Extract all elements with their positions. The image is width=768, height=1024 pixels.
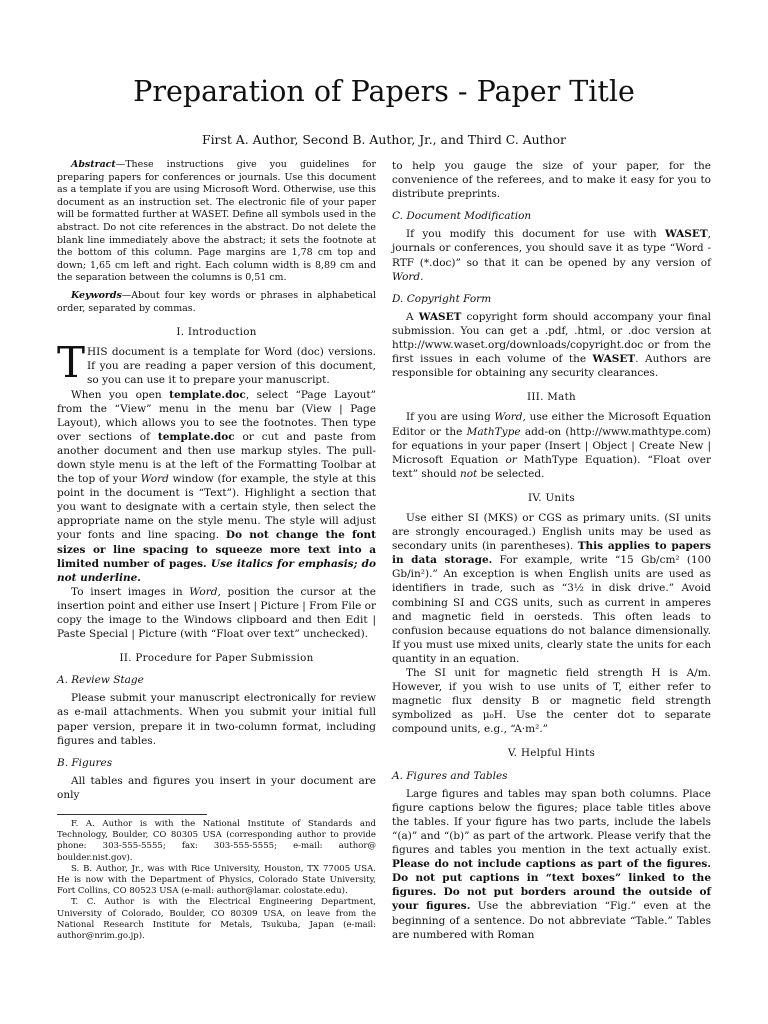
review-stage-text: Please submit your manuscript electronically for review as e-mail attachments. When you submit your initial full paper version, prepare it in two-column format, including figures and tables. [57,692,376,747]
section-heading-math: III. Math [527,391,576,404]
units-text-1: Use either SI (MKS) or CGS as primary units. (SI units are strongly encouraged.) English units may be used as secondary units (in parentheses). This applies to papers in data storage. For example, write “15 Gb/cm² (100 Gb/in²).” An exception is when English units are used as identifiers in trade, such as “3½ in disk drive.” Avoid combining SI and CGS units, such as current in amperes and magnetic field in oersteds. This often leads to confusion because equations do not balance dimensionally. If you must use mixed units, clearly state the units for each quantity in an equation. [392,511,711,665]
figures-text-continued: to help you gauge the size of your paper, for the convenience of the referees, and to make it easy for you to distribute preprints. [392,160,711,201]
keywords-text: —About four key words or phrases in alphabetical order, separated by commas. [57,289,376,314]
footnote-3: T. C. Author is with the Electrical Engineering Department, University of Colorado, Boulder, CO 80309 USA, on leave from the National Research Institute for Metals, Tsukuba, Japan (e-mail: author@nrim.go.jp). [57,897,376,942]
footnote-divider [57,814,207,815]
document-modification-text: If you modify this document for use with WASET, journals or conferences, you should save it as type “Word - RTF (*.doc)” so that it can be opened by any version of Word. [392,228,711,283]
footnote-2: S. B. Author, Jr., was with Rice University, Houston, TX 77005 USA. He is now with the Department of Physics, Colorado State University, Fort Collins, CO 80523 USA (e-mail: author@lamar. colostate.edu). [57,863,376,897]
author-list: First A. Author, Second B. Author, Jr., and Third C. Author [202,132,566,147]
section-heading-procedure: II. Procedure for Paper Submission [119,652,314,665]
drop-cap: T [57,338,86,388]
subsection-document-modification: C. Document Modification [392,210,532,223]
figures-and-tables-text: Large figures and tables may span both columns. Place figure captions below the figures; place table titles above the tables. If your figure has two parts, include the labels “(a)” and “(b)” as part of the artwork. Please verify that the figures and tables you mention in the text actually exist. Please do not include captions as part of the figures. Do not put captions in “text boxes” linked to the figures. Do not put borders around the outside of your figures. Use the abbreviation “Fig.” even at the beginning of a sentence. Do not abbreviate “Table.” Tables are numbered with Roman [392,787,711,941]
keywords [57,290,376,315]
copyright-form-text: A WASET copyright form should accompany your final submission. You can get a .pdf, .html, or .doc version at http://www.waset.org/downloads/copyright.doc or from the first issues in each volume of the WASET. Authors are responsible for obtaining any security clearances. [392,310,712,380]
paper-title: Preparation of Papers - Paper Title [133,75,635,108]
math-text: If you are using Word, use either the Microsoft Equation Editor or the MathType add-on (http://www.mathtype.com) for equations in your paper (Insert | Object | Create New | Microsoft Equation or MathType Equation). “Float over text” should not be selected. [392,411,711,480]
section-heading-introduction: I. Introduction [176,326,257,339]
subsection-figures: B. Figures [57,756,113,769]
intro-paragraph-2: When you open template.doc, select “Page Layout” from the “View” menu in the menu bar (View | Page Layout), which allows you to see the footnotes. Then type over sections of template.doc or cut and paste from another document and then use markup styles. The pull-down style menu is at the left of the Formatting Toolbar at the top of your Word window (for example, the style at this point in the document is “Text”). Highlight a section that you want to designate with a certain style, then select the appropriate name on the style menu. The style will adjust your fonts and line spacing. Do not change the font sizes or line spacing to squeeze more text into a limited number of pages. Use italics for emphasis; do not underline. [57,388,376,584]
subsection-copyright-form: D. Copyright Form [392,292,492,305]
intro-paragraph-3: To insert images in Word, position the cursor at the insertion point and either use Insert | Picture | From File or copy the image to the Windows clipboard and then Edit | Paste Special | Picture (with “Float over text” unchecked). [57,585,376,641]
abstract-label: Abstract [71,159,116,170]
subsection-figures-and-tables: A. Figures and Tables [392,769,508,782]
footnote-1: F. A. Author is with the National Institute of Standards and Technology, Boulder, CO 80305 USA (corresponding author to provide phone: 303-555-5555; fax: 303-555-5555; e-mail: author@ boulder.nist.gov). [57,819,376,863]
abstract-text: —These instructions give you guidelines for preparing papers for conferences or journals. Use this document as a template if you are using Microsoft Word. Otherwise, use this document as an instruction set. The electronic file of your paper will be formatted further at WASET. Define all symbols used in the abstract. Do not cite references in the abstract. Do not delete the blank line immediately above the abstract; it sets the footnote at the bottom of this column. Page margins are 1,78 cm top and down; 1,65 cm left and right. Each column width is 8,89 cm and the separation between the columns is 0,51 cm. [57,159,376,284]
subsection-review-stage: A. Review Stage [57,674,144,687]
abstract [57,159,376,285]
keywords-label: Keywords [71,289,122,301]
units-text-2: The SI unit for magnetic field strength H is A/m. However, if you wish to use units of T, either refer to magnetic flux density B or magnetic field strength symbolized as μ₀H. Use the center dot to separate compound units, e.g., “A·m².” [392,667,711,736]
intro-paragraph-1: THIS document is a template for Word (doc) versions. If you are reading a paper version of this document, so you can use it to prepare your manuscript. [57,338,376,388]
section-heading-helpful-hints: V. Helpful Hints [507,747,596,760]
left-column [57,159,376,942]
section-heading-units: IV. Units [528,491,575,504]
figures-text: All tables and figures you insert in your document are only [57,774,376,801]
right-column [392,159,711,942]
